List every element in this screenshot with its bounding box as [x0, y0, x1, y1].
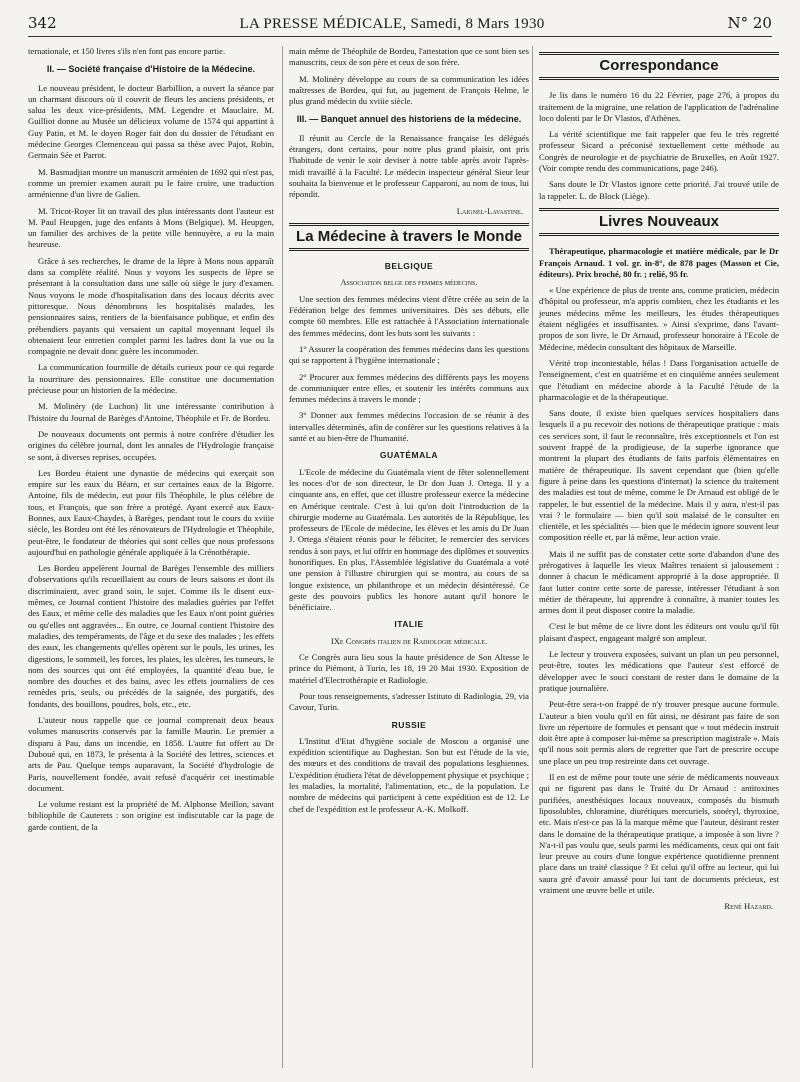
paragraph: L'auteur nous rappelle que ce journal comprenait deux beaux volumes manuscrits conservés par la famille Maurin. Le premier a disparu à Pau, dans un incendie, en 1858. L'autre fut offert au Dr Duboué qui, en 1873, le présenta à la Société des lettres, sciences et arts de Pau. Quelque temps auparavant, la Société d'hydrologie de Paris, nouvellement fondée, avait refusé d'acquérir cet inestimable document.	[28, 715, 274, 793]
section-heading: II. — Société française d'Histoire de la Médecine.	[46, 64, 256, 75]
paragraph: L'Ecole de médecine du Guatémala vient de fêter solennellement les noces d'or de son directeur, le Dr don Juan J. Ortega. Il y a cinquante ans, en effet, que cet illustre professeur exerce la médecine en Amérique centrale. C'est à lui qu'on doit l'introduction de la chirurgie moderne au Guatémala. Les autorités de la République, les professeurs de l'Ecole de médecine, les élèves et les amis du Dr Juan J. Ortega s'étaient réunis pour le féliciter, le remercier des services rendus à son pays, et lui offrir en hommage des diplômes et souvenirs honorifiques. En plus, l'Assemblée législative du Guatémala a voté une pension à l'illustre chirurgien qui se montra, au cours de sa longue existence, un philanthrope et un médecin désintéressé. Ce geste des pouvoirs publics les honore autant qu'il honore le bénéficiaire.	[289, 466, 529, 613]
paragraph: Pour tous renseignements, s'adresser Istituto di Radiologia, 29, via Cavour, Turin.	[289, 690, 529, 713]
signature: Laignel-Lavastine.	[456, 205, 523, 216]
paragraph: Sans doute, il existe bien quelques services hospitaliers dans lesquels il a pu recevoir des notions de thérapeutique pratique : mais ces services sont, il faut le reconnaître, très exceptionnels et l'on est souvent frappé de la prodigieuse, de la superbe ignorance que montrent la plupart des étudiants de faits parfois élémentaires en matière de thérapeutique. Ils savent cependant que (bien qu'elle figure à peine dans les questions d'internat) la science du traitement des maladies est tout de même, comme le Dr Arnaud est obligé de le rappeler, le but essentiel de la médecine. Mais il y aura, n'est-il pas vrai ? le formulaire — bien qu'il soit malaisé de le consulter en clientèle, et les spécialités — bien que le médecin ignore souvent leur composition réelle et, par là même, leur action vraie.	[539, 408, 779, 543]
paragraph: Ce Congrès aura lieu sous la haute présidence de Son Altesse le prince du Piémont, à Turin, les 18, 19 20 Mai 1930. Exposition de matériel d'Electrothérapie et Radiologie.	[289, 652, 529, 685]
paragraph: Le nouveau président, le docteur Barbillion, a ouvert la séance par un charmant discours où il couvrit de fleurs les anciens présidents, et salua les deux vice-présidents, MM. Legendre et Mauclaire. M. Guilliot donne au Musée un délicieux volume de 1574 qui appartint à Guy Patin, et M. le doyen Roger fait don du dossier de l'étudiant en médecine Georges Clemenceau qui passa sa thèse avec Pajot, Robin, Germain Sée et Parrot.	[28, 82, 274, 161]
signature: René Hazard.	[724, 901, 773, 912]
country-heading: BELGIQUE	[384, 261, 434, 272]
paragraph: C'est le but même de ce livre dont les éditeurs ont voulu qu'il fût plaisant d'aspect, engageant malgré son ampleur.	[539, 621, 779, 643]
rubric-title: La Médecine à travers le Monde	[289, 223, 529, 251]
paragraph: Vérité trop incontestable, hélas ! Dans l'organisation actuelle de l'enseignement, c'est en quatrième et en cinquième années seulement que l'étudiant en médecine aborde à la Faculté l'étude de la pharmacologie et de la thérapeutique.	[539, 357, 779, 402]
paragraph: Il en est de même pour toute une série de médicaments nouveaux qui ne figurent pas dans le Traité du Dr Arnaud : antitoxines purifiées, anesthésiques locaux nouveaux, composés du bismuth liposolubles, chloramine, diurétiques mercuriels, sonéryl, thyroxine, etc. Mais n'est-ce pas là la marque même que l'auteur, désirant rester dans le domaine de la thérapeutique pratique, a imposée à son livre ? N'a-t-il pas voulu que, seuls parmi les médicaments, ceux qui ont fait leur preuve au cours d'une longue expérience quotidienne prennent place dans un traité classique ? Et celui qu'il offre au lecteur, qui lui saura gré d'avoir amassé pour lui tant de documents précieux, est vraiment une œuvre belle et utile.	[539, 772, 779, 895]
book-reference: Thérapeutique, pharmacologie et matière médicale, par le Dr François Arnaud. 1 vol. gr. in-8°, de 878 pages (Masson et Cie, éditeurs). Prix broché, 80 fr. ; relié, 95 fr.	[539, 246, 779, 279]
paragraph: Mais il ne suffit pas de constater cette sorte d'abandon d'une des prérogatives à laquelle les vieux Maîtres tenaient si jalousement : donner à chacun le médicament approprié à la dose appropriée. Il faut lutter contre cette sorte de paresse, intéresser l'étudiant à son métier de thérapeute, lui apprendre à connaître, à manier toutes les armes dont il peut disposer contre la maladie.	[539, 548, 779, 616]
page-header	[28, 14, 772, 37]
paragraph: L'Institut d'Etat d'hygiène sociale de Moscou a organisé une expédition scientifique au Daghestan. Son but est l'étude de la vie, des mœurs et des conditions de travail des populations lesghiennes. L'expédition étudiera l'état de développement physique et psychique ; les maladies, la mortalité, l'alimentation, etc., de la population. Le nombre de médecins qui participent à cette expédition est de 12. Le chef de l'expédition est le professeur A.-K. Molkoff.	[289, 735, 529, 814]
rubric-title: Livres Nouveaux	[539, 208, 779, 236]
paragraph: Le lecteur y trouvera exposées, suivant un plan un peu personnel, peut-être, toutes les médications que l'auteur s'est efforcé de développer avec le souci constant de rester dans le domaine de la pratique journalière.	[539, 649, 779, 693]
paragraph: Les Bordeu étaient une dynastie de médecins qui exerçait son empire sur les eaux du Béarn, et sur certaines eaux de la Bigorre. Antoine, fils de médecin, eut pour fils Théophile, le plus célèbre de tous, et François, que son frère a protégé. Ayant exercé aux Eaux-Bonnes, aux Eaux-Chaydes, à Barèges, pendant tout le cours du xviiie siècle, les Bordeu ont été les rénovateurs de l'Hydrologie et Théophile, peut-être, le fondateur de théories qui sont celles que nous professons aujourd'hui en pathologie générale appliquée à la Crénothérapie.	[28, 467, 274, 557]
paragraph: 2° Procurer aux femmes médecins des différents pays les moyens de communiquer entre elles, et soutenir les intérêts communs aux femmes médecins à travers le monde ;	[289, 371, 529, 405]
paragraph: « Une expérience de plus de trente ans, comme praticien, médecin d'hôpital ou professeur, m'a appris combien, chez les étudiants et les jeunes médecins même les meilleurs, les études thérapeutiques étaient négligées et insuffisantes. » Ainsi s'exprime, dans l'avant-propos de son livre, le Dr Arnaud, professeur honoraire à l'Ecole de Médecine, médecin consultant des hôpitaux de Marseille.	[539, 285, 779, 352]
section-heading: III. — Banquet annuel des historiens de la médecine.	[296, 114, 522, 125]
paragraph: La communication fourmille de détails curieux pour ce qui regarde la nourriture des pensionnaires. Elle constitue une documentation précieuse pour un historien de la médecine.	[28, 362, 274, 396]
item-heading: Association belge des femmes médecins.	[340, 278, 478, 288]
paragraph: De nouveaux documents ont permis à notre confrère d'étudier les origines du célèbre journal, dont les annales de l'Hydrologie française se sont, à diverses reprises, occupées.	[28, 428, 274, 462]
paragraph: Il réunit au Cercle de la Renaissance française les délégués étrangers, dont certains, pour notre plus grand plaisir, ont pris l'habitude de venir le soir deviser à notre table après avoir l'après-midi travaillé à la Faculté. Le médecin inspecteur général Sieur leur souhaita la bienvenue et le professeur Capparoni, au nom de tous, lui répondit.	[289, 132, 529, 200]
country-heading: GUATÉMALA	[379, 450, 439, 461]
paragraph: La vérité scientifique me fait rappeler que feu le très regretté professeur Sicard a préconisé textuellement cette méthode au Congrès de neurologie et de psychiatrie de Bruxelles, en Août 1927. (Voir compte rendu des communications, page 246).	[539, 129, 779, 174]
journal-title: LA PRESSE MÉDICALE, Samedi, 8 Mars 1930	[239, 16, 545, 32]
page-number: 342	[28, 14, 57, 32]
paragraph: Je lis dans le numéro 16 du 22 Février, page 276, à propos du traitement de la migraine, une relation de l'application de l'adrénaline loco dolenti par le Dr Vlastos, d'Athènes.	[539, 90, 779, 123]
column-right	[532, 46, 779, 1068]
paragraph: main même de Théophile de Bordeu, l'attestation que ce sont bien ses manuscrits, ceux de son père et ceux de son frère.	[289, 46, 529, 68]
column-left	[28, 46, 274, 1068]
issue-number: N° 20	[727, 14, 772, 32]
paragraph: Le volume restant est la propriété de M. Alphonse Meillon, savant bibliophile de Cauterets : son origine est indiscutable car la page de garde contient, de la	[28, 799, 274, 832]
paragraph: Les Bordeu appelèrent Journal de Barèges l'ensemble des milliers d'observations qu'ils recueillaient au cours de leurs saisons et dont ils discriminaient, avec grand soin, le sujet. Comme ils le disent eux-mêmes, ce Journal contient l'histoire des maladies guéries par l'effet des Eaux, et même celle des maladies que les Eaux n'ont point guéries ou qu'elles ont aggravées... En outre, ce Journal contient l'histoire des maladies, des tempéraments, de l'âge et du sexe des malades ; les effets des eaux, les changements qu'elles opèrent sur le pouls, les urines, les digestions, le sommeil, les forces, les plaies, les ulcères, les tumeurs, le nom des sources qui ont été employées, la quantité d'eau bue, le nombre des douches et des bains, avec les effets journaliers de ces remèdes pris, seuls, ou précédés de la saignée, des purgatifs, des fondants, des bouillons, poudres, bols, etc., etc.	[28, 563, 274, 709]
country-heading: ITALIE	[394, 619, 424, 630]
paragraph: ternationale, et 150 livres s'ils n'en font pas encore partie.	[28, 46, 226, 56]
paragraph: M. Molinéry développe au cours de sa communication les idées maîtresses de Bordeu, qui fut, au jugement de François Helme, le plus grand médecin du xviiie siècle.	[289, 73, 529, 107]
paragraph: M. Basmadjian montre un manuscrit arménien de 1692 qui n'est pas, comme un premier examen aurait pu le faire croire, une traduction arménienne d'un livre de Galien.	[28, 166, 274, 200]
paragraph: Une section des femmes médecins vient d'être créée au sein de la Fédération belge des femmes universitaires. Dès ses débuts, elle compte 60 membres. Elle est rattachée à l'Association internationale des femmes médecins, dont les buts sont les suivants :	[289, 293, 529, 338]
paragraph: Grâce à ses recherches, le drame de la lèpre à Mons nous apparaît dans sa complète réalité. Nous y voyons les suspects de lèpre se présentant à la consultation dans une salle où siège le jury d'examen. Nous voyons le mode d'hospitalisation dans des locaux décrits avec pittoresque. Nous dénombrons les hospitalisés malades, les pensionnaires sains, rentiers de la bienfaisance publique, et enfin des prébendiers payants qui versaient un capital moyennant lequel ils obtenaient leur entretien complet parmi les ladres dont la vue ou la compagnie ne devait donc guère les incommoder.	[28, 255, 274, 357]
paragraph: Peut-être sera-t-on frappé de n'y trouver presque aucune formule. L'auteur a bien voulu qu'il en fût ainsi, ne désirant pas faire de son livre un répertoire de formules et pensant que « tout médecin instruit doit être apte à composer lui-même sa prescription magistrale ». Mais qu'il nous soit permis alors de regretter que l'art de prescrire occupe une place un peu trop restreinte dans cet ouvrage.	[539, 699, 779, 766]
column-middle	[282, 46, 529, 1068]
paragraph: 1° Assurer la coopération des femmes médecins dans les questions qui se rapportent à l'hygiène internationale ;	[289, 343, 529, 366]
country-heading: RUSSIE	[391, 719, 427, 730]
paragraph: M. Molinéry (de Luchon) lit une intéressante contribution à l'histoire du Journal de Barèges d'Antoine, Théophile et Fr. de Bordeu.	[28, 401, 274, 423]
paragraph: M. Tricot-Royer lit un travail des plus intéressants dont l'auteur est M. Paul Heupgen, juge des enfants à Mons (Belgique). M. Heupgen, un familier des archives de la petite ville hennuyère, a eu la main heureuse.	[28, 205, 274, 250]
rubric-title: Correspondance	[539, 52, 779, 80]
item-heading: IXe Congrès italien de Radiologie médicale.	[330, 635, 488, 646]
paragraph: Sans doute le Dr Vlastos ignore cette priorité. J'ai trouvé utile de la rappeler. L. de Block (Liège).	[539, 179, 779, 201]
paragraph: 3° Donner aux femmes médecins l'occasion de se réunir à des intervalles déterminés, afin de conférer sur les questions relatives à la santé et au bien-être de l'humanité.	[289, 410, 529, 444]
